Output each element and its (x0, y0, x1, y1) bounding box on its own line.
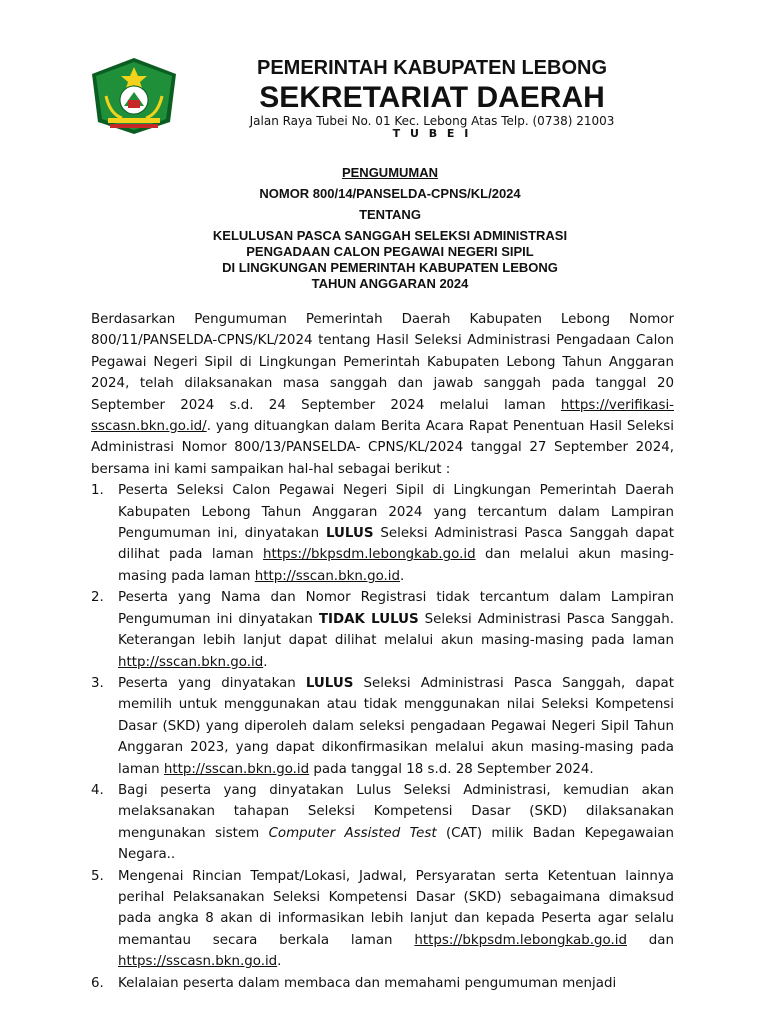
list-item: 6. Kelalaian peserta dalam membaca dan memahami pengumuman menjadi (91, 975, 617, 991)
list-item: 5. Mengenai Rincian Tempat/Lokasi, Jadwal, Persyaratan serta Ketentuan lainnya perihal Pelaksanakan Seleksi Kompetensi Dasar (SKD) sebagaimana dimaksud pada angka 8 akan di informasikan lebih lanjut dan kepada Peserta agar selalu memantau secara berkala laman https://bkpsdm.lebongkab.go.id dan https://sscasn.bkn.go.id. (91, 868, 674, 970)
subject-line-1: KELULUSAN PASCA SANGGAH SELEKSI ADMINISTRASI (212, 228, 568, 243)
header-address: Jalan Raya Tubei No. 01 Kec. Lebong Atas Telp. (0738) 21003 (249, 114, 615, 128)
list-item: 3. Peserta yang dinyatakan LULUS Seleksi Administrasi Pasca Sanggah, dapat memilih untuk menggunakan atau tidak menggunakan nilai Seleksi Kompetensi Dasar (SKD) yang diperoleh dalam seleksi pengadaan Pegawai Negeri Sipil Tahun Anggaran 2023, yang dapat dikonfirmasikan melalui akun masing-masing pada laman http://sscan.bkn.go.id pada tanggal 18 s.d. 28 September 2024. (91, 675, 674, 777)
subject-line-3: DI LINGKUNGAN PEMERINTAH KABUPATEN LEBONG (222, 260, 558, 275)
header-secretariat: SEKRETARIAT DAERAH (259, 81, 605, 114)
announcement-about: TENTANG (359, 207, 421, 222)
announcement-label: PENGUMUMAN (341, 165, 439, 180)
kabupaten-lebong-logo (88, 56, 180, 136)
announcement-body (91, 309, 674, 994)
verifikasi-link[interactable]: https://verifikasi-sscasn.bkn.go.id/ (91, 397, 674, 435)
announcement-number: NOMOR 800/14/PANSELDA-CPNS/KL/2024 (259, 186, 521, 201)
subject-line-2: PENGADAAN CALON PEGAWAI NEGERI SIPIL (246, 244, 534, 259)
header-government: PEMERINTAH KABUPATEN LEBONG (257, 57, 607, 79)
sscan-link[interactable]: http://sscan.bkn.go.id (163, 761, 310, 777)
announcement-items (91, 480, 674, 994)
list-item: 2. Peserta yang Nama dan Nomor Registrasi tidak tercantum dalam Lampiran Pengumuman ini dinyatakan TIDAK LULUS Seleksi Administrasi Pasca Sanggah. Keterangan lebih lanjut dapat dilihat melalui akun masing-masing pada laman http://sscan.bkn.go.id. (91, 590, 674, 670)
header-city: T U B E I (392, 127, 472, 140)
sscan-link[interactable]: http://sscan.bkn.go.id (254, 568, 400, 584)
list-item: 1. Peserta Seleksi Calon Pegawai Negeri Sipil di Lingkungan Pemerintah Daerah Kabupaten Lebong Tahun Anggaran 2024 yang tercantum dalam Lampiran Pengumuman ini, dinyatakan LULUS Seleksi Administrasi Pasca Sanggah dapat dilihat pada laman https://bkpsdm.lebongkab.go.id dan melalui akun masing-masing pada laman http://sscan.bkn.go.id. (91, 483, 674, 584)
sscan-link[interactable]: http://sscan.bkn.go.id (118, 654, 264, 670)
intro-paragraph: Berdasarkan Pengumuman Pemerintah Daerah Kabupaten Lebong Nomor 800/11/PANSELDA-CPNS/KL/2024 tentang Hasil Seleksi Administrasi Pengadaan Calon Pegawai Negeri Sipil di Lingkungan Pemerintah Kabupaten Lebong Tahun Anggaran 2024, telah dilaksanakan masa sanggah dan jawab sanggah pada tanggal 20 September 2024 s.d. 24 September 2024 melalui laman https://verifikasi-sscasn.bkn.go.id/. yang dituangkan dalam Berita Acara Rapat Penentuan Hasil Seleksi Administrasi Nomor 800/13/PANSELDA- CPNS/KL/2024 tanggal 27 September 2024, bersama ini kami sampaikan hal-hal sebagai berikut : (91, 312, 674, 477)
bkpsdm-link[interactable]: https://bkpsdm.lebongkab.go.id (263, 547, 476, 563)
sscasn-link[interactable]: https://sscasn.bkn.go.id (118, 954, 278, 970)
list-item: 4. Bagi peserta yang dinyatakan Lulus Seleksi Administrasi, kemudian akan melaksanakan tahapan Seleksi Kompetensi Dasar (SKD) dilaksanakan mengunakan sistem Computer Assisted Test (CAT) milik Badan Kepegawaian Negara.. (91, 782, 674, 863)
bkpsdm-link[interactable]: https://bkpsdm.lebongkab.go.id (414, 932, 627, 948)
subject-line-4: TAHUN ANGGARAN 2024 (311, 276, 469, 291)
